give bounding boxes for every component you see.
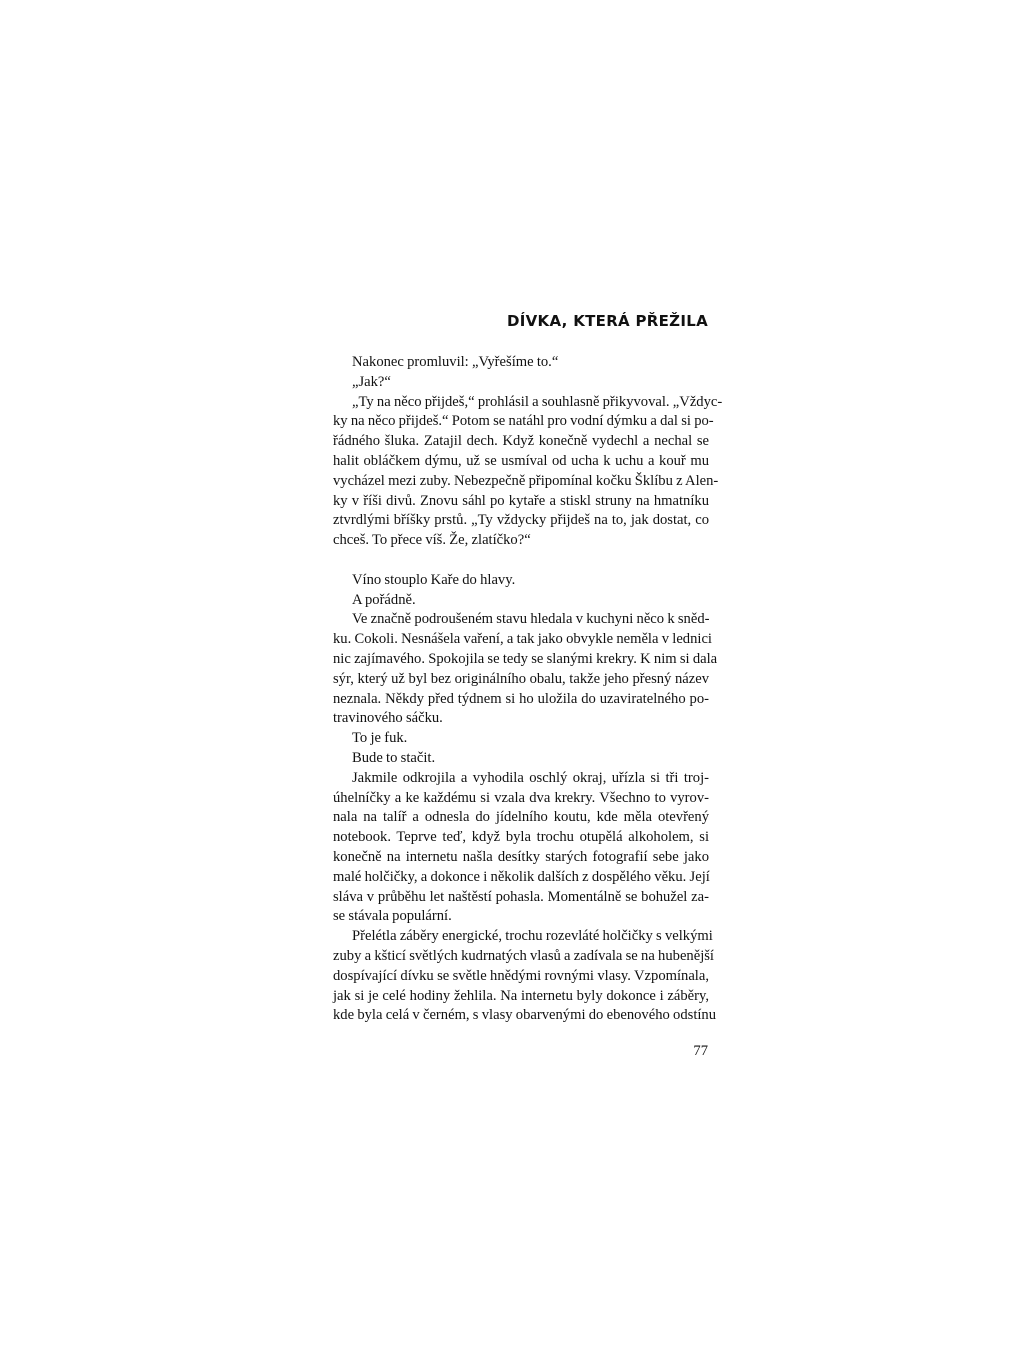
- text-line: neznala. Někdy před týdnem si ho uložila do uzaviratelného po-: [333, 690, 709, 707]
- text-line: halit obláčkem dýmu, už se usmíval od ucha k uchu a kouř mu: [333, 452, 709, 469]
- section-break: [333, 551, 709, 571]
- text-line: Přelétla záběry energické, trochu rozevláté holčičky s velkými: [352, 928, 713, 945]
- text-line: kde byla celá v černém, s vlasy obarvenými do ebenového odstínu: [333, 1007, 717, 1024]
- text-line: dospívající dívku se světle hnědými rovnými vlasy. Vzpomínala,: [333, 967, 709, 984]
- text-line: se stávala populární.: [333, 908, 452, 925]
- text-line: zuby a kšticí světlých kudrnatých vlasů a zadívala se na hubenější: [333, 947, 714, 964]
- page-number: 77: [693, 1043, 708, 1059]
- text-line: řádného šluka. Zatajil dech. Když konečně vydechl a nechal se: [333, 433, 709, 450]
- text-line: „Ty na něco přijdeš,“ prohlásil a souhlasně přikyvoval. „Vždyc-: [352, 393, 723, 410]
- text-line: notebook. Teprve teď, když byla trochu otupělá alkoholem, si: [333, 829, 709, 846]
- text-line: jak si je celé hodiny žehlila. Na internetu byly dokonce i záběry,: [333, 987, 709, 1004]
- text-line: To je fuk.: [352, 730, 408, 747]
- text-line: vycházel mezi zuby. Nebezpečně připomínal kočku Šklíbu z Alen-: [333, 472, 719, 489]
- text-line: ku. Cokoli. Nesnášela vaření, a tak jako obvykle neměla v lednici: [333, 631, 712, 648]
- text-line: nala na talíř a odnesla do jídelního koutu, kde měla otevřený: [333, 809, 709, 826]
- text-line: ky na něco přijdeš.“ Potom se natáhl pro vodní dýmku a dal si po-: [333, 413, 714, 430]
- text-line: A pořádně.: [352, 591, 416, 608]
- text-line: sláva v průběhu let naštěstí pohasla. Momentálně se bohužel za-: [333, 888, 709, 905]
- text-line: malé holčičky, a dokonce i několik dalších z dospělého věku. Její: [333, 868, 710, 885]
- text-line: Víno stouplo Kaře do hlavy.: [352, 571, 516, 588]
- text-line: ky v říši divů. Znovu sáhl po kytaře a stiskl struny na hmatníku: [333, 492, 709, 509]
- text-line: úhelníčky a ke každému si vzala dva krekry. Všechno to vyrov-: [333, 789, 709, 806]
- text-line: nic zajímavého. Spokojila se tedy se slanými krekry. K nim si dala: [333, 650, 718, 667]
- text-line: Jakmile odkrojila a vyhodila oschlý okraj, uřízla si tři troj-: [352, 769, 709, 786]
- body-text: [333, 353, 723, 1026]
- text-line: „Jak?“: [352, 373, 391, 390]
- text-line: sýr, který už byl bez originálního obalu, takže jeho přesný název: [333, 670, 709, 687]
- text-line: Nakonec promluvil: „Vyřešíme to.“: [352, 354, 559, 370]
- running-head: DÍVKA, KTERÁ PŘEŽILA: [507, 312, 708, 330]
- text-line: Bude to stačit.: [352, 749, 436, 766]
- text-line: ztvrdlými bříšky prstů. „Ty vždycky přijdeš na to, jak dostat, co: [333, 512, 709, 529]
- text-line: travinového sáčku.: [333, 710, 443, 727]
- text-line: konečně na internetu našla desítky starých fotografií sebe jako: [333, 848, 709, 865]
- text-line: chceš. To přece víš. Že, zlatíčko?“: [333, 532, 531, 549]
- text-line: Ve značně podroušeném stavu hledala v kuchyni něco k sněd-: [352, 611, 710, 628]
